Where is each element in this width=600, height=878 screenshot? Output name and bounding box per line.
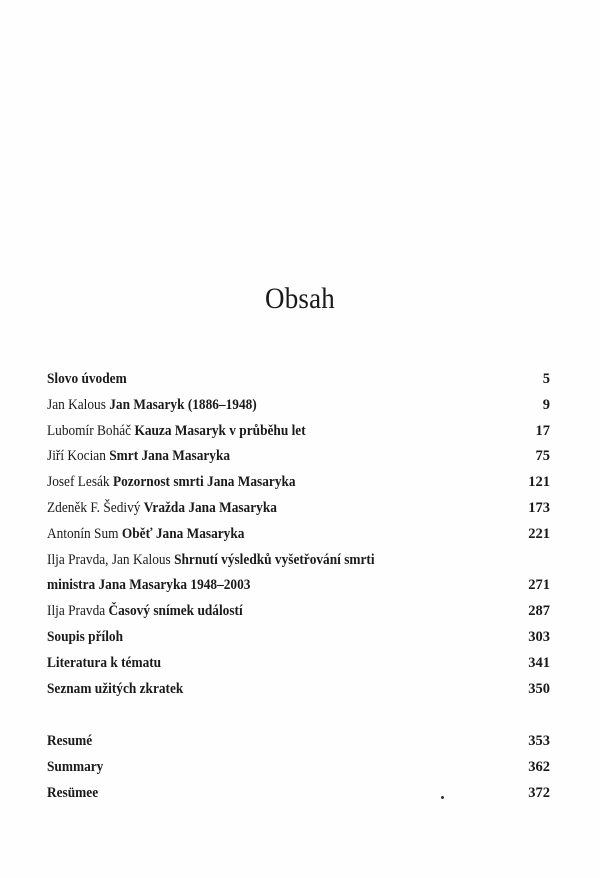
toc-entry (47, 573, 550, 599)
entry-page-number: 287 (528, 603, 550, 620)
toc-entry (47, 677, 550, 703)
entry-page-number: 350 (528, 680, 550, 697)
entry-page-number: 303 (528, 628, 550, 645)
entry-author: Zdeněk F. Šedivý (47, 499, 144, 516)
entry-page-number: 271 (528, 577, 550, 594)
entry-page-number: 17 (535, 422, 550, 439)
entry-page-number: 221 (528, 525, 550, 542)
entry-title: Kauza Masaryk v průběhu let (134, 422, 306, 439)
entry-title: Vražda Jana Masaryka (143, 499, 277, 516)
entry-author: Ilja Pravda (47, 603, 109, 620)
entry-title: ministra Jana Masaryka 1948–2003 (47, 577, 251, 594)
table-of-contents (47, 367, 550, 807)
entry-title: Soupis příloh (47, 628, 124, 645)
entry-title: Summary (47, 759, 104, 776)
appendix-entry (47, 729, 550, 755)
entry-author: Josef Lesák (47, 474, 113, 491)
entry-title: Jan Masaryk (1886–1948) (109, 396, 257, 413)
entry-title: Literatura k tématu (47, 654, 162, 671)
entry-title: Seznam užitých zkratek (47, 680, 184, 697)
toc-entry (47, 651, 550, 677)
entry-author: Jan Kalous (47, 396, 110, 413)
toc-entry (47, 419, 550, 445)
entry-title: Oběť Jana Masaryka (121, 525, 245, 542)
entry-page-number: 121 (528, 474, 550, 491)
entry-author: Ilja Pravda, Jan Kalous (47, 551, 175, 568)
toc-entry (47, 522, 550, 548)
toc-entry (47, 548, 550, 574)
entry-title: Časový snímek událostí (108, 603, 243, 620)
entry-title: Resumé (47, 733, 93, 750)
entry-author: Lubomír Boháč (47, 422, 135, 439)
entry-title: Slovo úvodem (47, 371, 127, 387)
entry-author: Antonín Sum (47, 525, 122, 542)
toc-entry (47, 367, 550, 393)
entry-page-number: 75 (535, 448, 550, 465)
entry-author: Jiří Kocian (47, 448, 110, 465)
page-title: Obsah (265, 282, 335, 316)
entry-page-number: 9 (542, 396, 550, 413)
entry-title: Shrnutí výsledků vyšetřování smrti (174, 551, 375, 568)
entry-title: Resümee (47, 784, 99, 801)
appendix-entry (47, 755, 550, 781)
entry-title: Smrt Jana Masaryka (109, 448, 231, 465)
appendix-entry (47, 781, 550, 807)
toc-entry (47, 393, 550, 419)
entry-page-number: 362 (528, 759, 550, 776)
ink-speck (441, 796, 444, 799)
entry-page-number: 173 (528, 499, 550, 516)
toc-entry (47, 625, 550, 651)
entry-page-number: 341 (528, 654, 550, 671)
toc-entry (47, 470, 550, 496)
entry-page-number: 5 (542, 371, 550, 387)
toc-entry (47, 444, 550, 470)
toc-entry (47, 496, 550, 522)
entry-title: Pozornost smrti Jana Masaryka (112, 474, 296, 491)
entry-page-number: 353 (528, 733, 550, 750)
entry-page-number: 372 (528, 784, 550, 801)
toc-entry (47, 599, 550, 625)
